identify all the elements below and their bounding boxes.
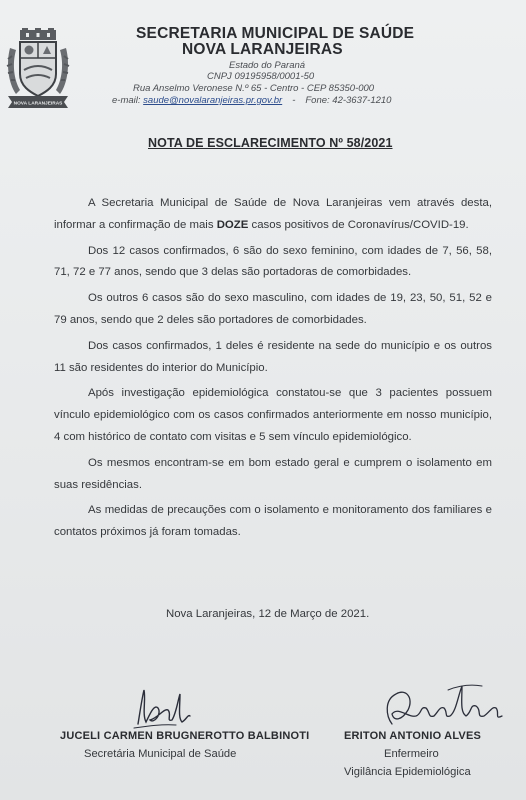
org-name-line2: NOVA LARANJEIRAS <box>182 41 343 58</box>
contact-separator: - <box>292 95 296 106</box>
paragraph-5: Após investigação epidemiológica constatou-se que 3 pacientes possuem vínculo epidemiológico com os casos confirmados anteriormente em nosso município, 4 com histórico de contato com visitas e 5 sem vínculo epidemiológico. <box>54 387 492 443</box>
case-count-bold: DOZE <box>216 218 249 231</box>
org-name-line1: SECRETARIA MUNICIPAL DE SAÚDE <box>136 25 415 42</box>
contact-line <box>112 95 391 106</box>
address-line: Rua Anselmo Veronese N.º 65 - Centro - CEP 85350-000 <box>133 83 375 94</box>
paragraph-6: Os mesmos encontram-se em bom estado geral e cumprem o isolamento em suas residências. <box>54 456 492 491</box>
paragraph-4: Dos casos confirmados, 1 deles é residente na sede do município e os outros 11 são residentes do interior do Município. <box>54 339 492 374</box>
signatory-1-name: JUCELI CARMEN BRUGNEROTTO BALBINOTI <box>60 730 310 742</box>
municipal-crest-icon <box>6 28 70 110</box>
signatory-2-role: Enfermeiro <box>384 748 439 760</box>
paragraph-1: A Secretaria Municipal de Saúde de Nova Laranjeiras vem através desta, informar a confirmação de mais DOZE casos positivos de Coronavírus/COVID-19. <box>54 197 492 231</box>
state-line: Estado do Paraná <box>229 60 306 71</box>
signatory-1-role: Secretária Municipal de Saúde <box>84 748 237 760</box>
signatory-2-name: ERITON ANTONIO ALVES <box>344 730 482 742</box>
paragraph-2: Dos 12 casos confirmados, 6 são do sexo feminino, com idades de 7, 56, 58, 71, 72 e 77 anos, sendo que 3 delas são portadoras de comorbidades. <box>54 244 492 279</box>
dateline: Nova Laranjeiras, 12 de Março de 2021. <box>166 608 370 620</box>
handwritten-signature-1 <box>128 684 198 736</box>
email-link[interactable]: saude@novalaranjeiras.pr.gov.br <box>143 95 283 106</box>
crest-ribbon-text: NOVA LARANJEIRAS <box>13 101 63 107</box>
phone-number: Fone: 42-3637-1210 <box>305 95 392 106</box>
email-label: e-mail: <box>112 95 141 106</box>
paragraph-7: As medidas de precauções com o isolamento e monitoramento dos familiares e contatos próximos já foram tomadas. <box>54 504 492 539</box>
document-body <box>54 193 492 548</box>
handwritten-signature-2 <box>378 676 508 732</box>
signatory-2-department: Vigilância Epidemiológica <box>344 766 471 778</box>
paragraph-3: Os outros 6 casos são do sexo masculino, com idades de 19, 23, 50, 51, 52 e 79 anos, sendo que 2 deles são portadores de comorbidades. <box>54 292 492 326</box>
cnpj-line: CNPJ 09195958/0001-50 <box>207 71 315 82</box>
document-title: NOTA DE ESCLARECIMENTO Nº 58/2021 <box>148 136 393 150</box>
